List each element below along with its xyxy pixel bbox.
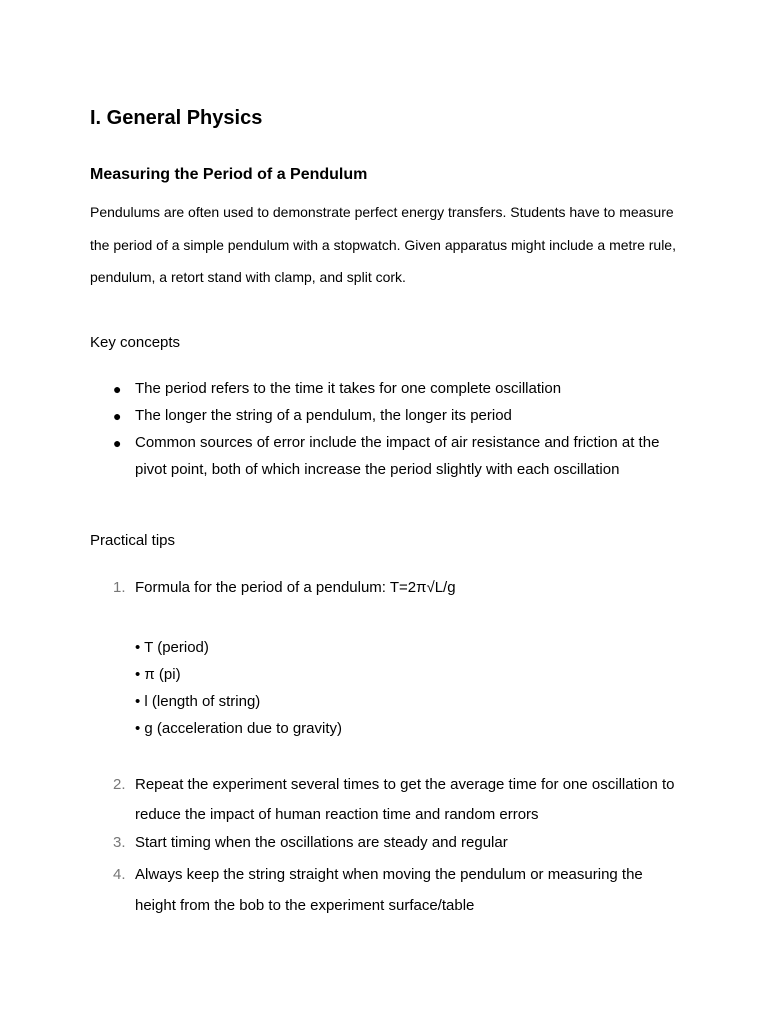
list-number: 3. (113, 834, 126, 851)
key-concept-item: The period refers to the time it takes for one complete oscillation (135, 380, 562, 397)
formula-variable: • l (length of string) (135, 693, 261, 710)
practical-tips-heading: Practical tips (90, 532, 176, 549)
intro-line-1: Pendulums are often used to demonstrate perfect energy transfers. Students have to measure (90, 204, 674, 220)
tip-repeat: Repeat the experiment several times to get the average time for one oscillation to (135, 776, 675, 793)
list-number: 2. (113, 776, 126, 793)
key-concept-item: Common sources of error include the impact of air resistance and friction at the (135, 434, 660, 451)
intro-line-3: pendulum, a retort stand with clamp, and split cork. (90, 269, 406, 285)
formula-variable: • T (period) (135, 639, 209, 656)
tip-timing: Start timing when the oscillations are steady and regular (135, 834, 508, 851)
section-title: I. General Physics (90, 107, 263, 129)
subsection-title: Measuring the Period of a Pendulum (90, 166, 368, 183)
list-number: 1. (113, 579, 126, 596)
formula-variable: • π (pi) (135, 666, 181, 683)
tip-repeat-continuation: reduce the impact of human reaction time and random errors (135, 806, 539, 823)
formula-variable: • g (acceleration due to gravity) (135, 720, 343, 737)
tip-string: Always keep the string straight when moving the pendulum or measuring the (135, 866, 643, 883)
key-concept-item-continuation: pivot point, both of which increase the period slightly with each oscillation (135, 461, 620, 478)
key-concept-item: The longer the string of a pendulum, the longer its period (135, 407, 512, 424)
tip-formula: Formula for the period of a pendulum: T=2π√L/g (135, 579, 456, 596)
tip-string-continuation: height from the bob to the experiment surface/table (135, 897, 475, 914)
bullet-icon: ● (113, 381, 122, 397)
key-concepts-heading: Key concepts (90, 334, 181, 351)
intro-line-2: the period of a simple pendulum with a stopwatch. Given apparatus might include a metre rule, (90, 237, 676, 253)
list-number: 4. (113, 866, 126, 883)
bullet-icon: ● (113, 435, 122, 451)
bullet-icon: ● (113, 408, 122, 424)
